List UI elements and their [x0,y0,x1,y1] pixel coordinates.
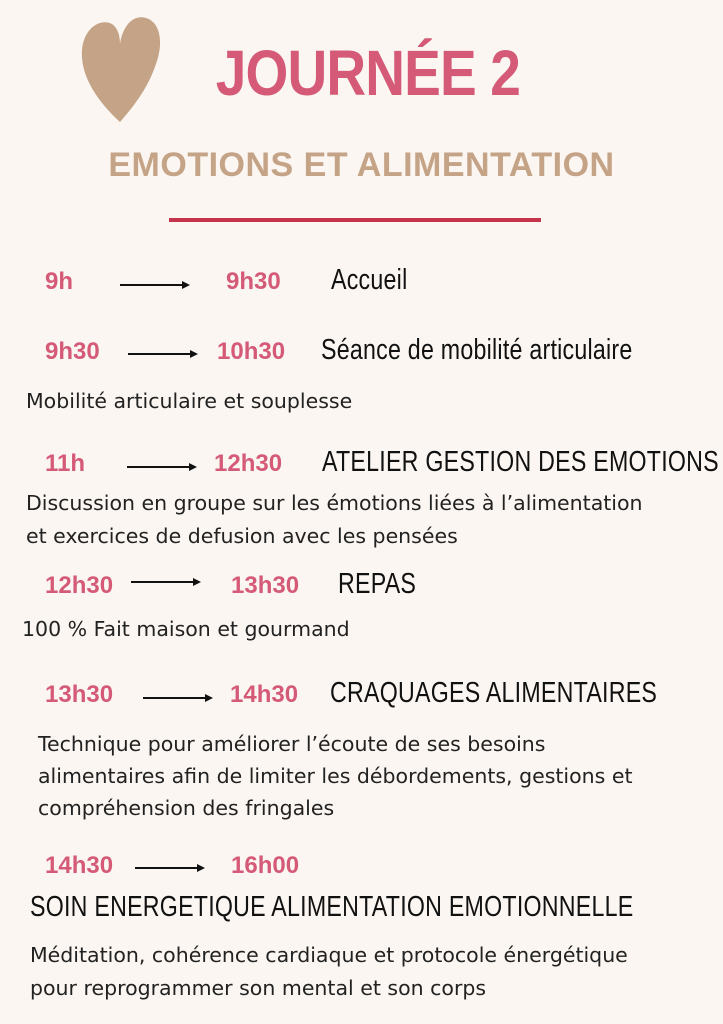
activity-title: Accueil [331,264,408,296]
page-subtitle: EMOTIONS ET ALIMENTATION [108,146,615,184]
divider [169,218,541,222]
activity-description: alimentaires afin de limiter les débordements, gestions et [38,764,633,788]
end-time: 12h30 [214,450,283,477]
arrow-right-icon [120,279,190,291]
end-time: 9h30 [226,268,281,295]
arrow-right-icon [135,862,205,874]
end-time: 10h30 [217,338,286,365]
activity-description: Technique pour améliorer l’écoute de ses besoins [38,732,546,756]
page-title: JOURNÉE 2 [215,37,520,109]
activity-description: Mobilité articulaire et souplesse [26,389,353,413]
activity-title: Séance de mobilité articulaire [321,334,633,366]
start-time: 14h30 [45,852,114,879]
activity-description: Méditation, cohérence cardiaque et protocole énergétique [30,943,628,967]
arrow-right-icon [143,692,213,704]
activity-description: 100 % Fait maison et gourmand [22,617,350,641]
start-time: 13h30 [45,681,114,708]
activity-title: ATELIER GESTION DES EMOTIONS [322,446,719,478]
arrow-right-icon [128,348,198,360]
activity-title: SOIN ENERGETIQUE ALIMENTATION EMOTIONNELLE [30,891,634,923]
activity-description: Discussion en groupe sur les émotions liées à l’alimentation [26,491,643,515]
start-time: 11h [45,450,86,477]
arrow-right-icon [131,576,201,588]
activity-description: compréhension des fringales [38,796,335,820]
start-time: 12h30 [45,572,114,599]
arrow-right-icon [127,461,197,473]
activity-title: REPAS [338,568,417,600]
activity-description: et exercices de defusion avec les pensées [26,524,458,548]
start-time: 9h [45,268,74,295]
end-time: 14h30 [230,681,299,708]
end-time: 16h00 [231,852,300,879]
start-time: 9h30 [45,338,100,365]
activity-title: CRAQUAGES ALIMENTAIRES [330,677,658,709]
activity-description: pour reprogrammer son mental et son corps [30,976,487,1000]
end-time: 13h30 [231,572,300,599]
